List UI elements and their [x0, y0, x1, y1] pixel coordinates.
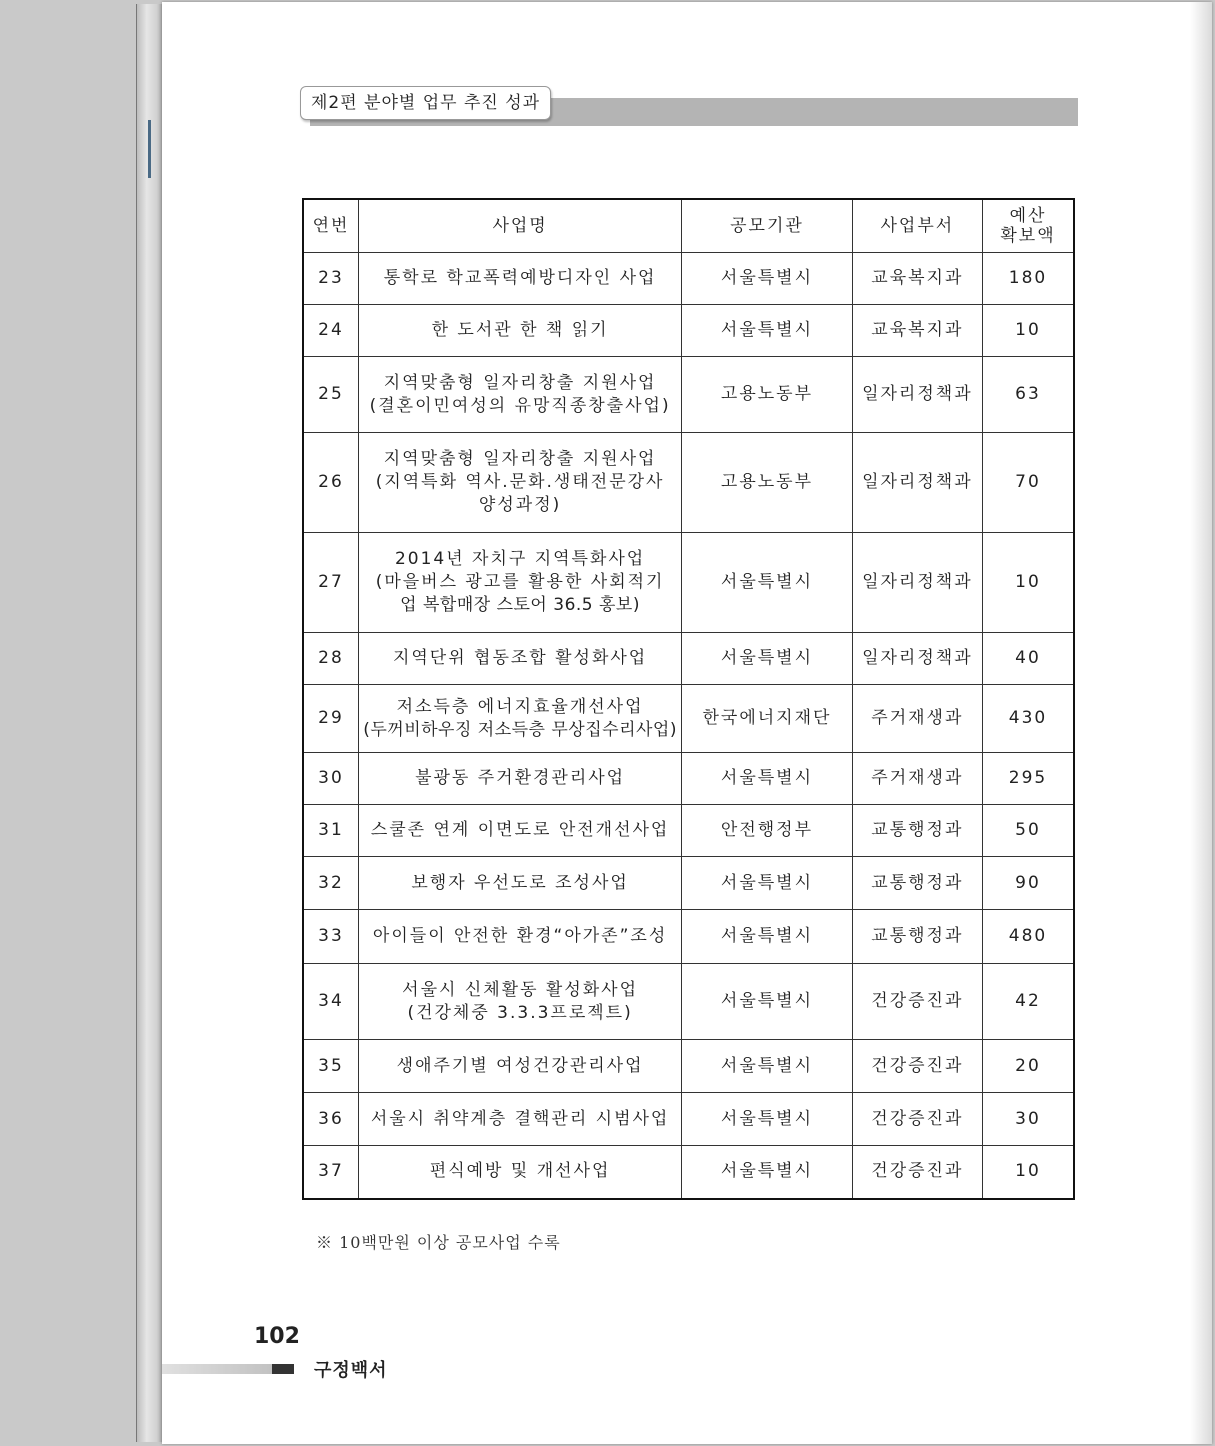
header-org: 공모기관 — [682, 199, 853, 253]
header-dept: 사업부서 — [852, 199, 982, 253]
cell-org: 서울특별시 — [682, 910, 853, 964]
spine-mark — [148, 120, 151, 178]
cell-amount: 180 — [983, 253, 1075, 305]
cell-name-line: 편식예방 및 개선사업 — [429, 1161, 611, 1182]
header-name: 사업명 — [358, 199, 681, 253]
cell-no: 35 — [303, 1040, 358, 1093]
book-spine — [136, 4, 165, 1442]
header-budget — [983, 199, 1075, 253]
cell-name — [358, 857, 681, 910]
cell-amount: 90 — [983, 857, 1075, 910]
cell-no: 36 — [303, 1093, 358, 1146]
cell-dept: 일자리정책과 — [852, 533, 982, 633]
cell-org: 서울특별시 — [682, 857, 853, 910]
cell-dept: 교통행정과 — [852, 910, 982, 964]
cell-dept: 교육복지과 — [852, 305, 982, 357]
cell-dept: 건강증진과 — [852, 964, 982, 1040]
cell-name — [358, 1040, 681, 1093]
cell-dept: 건강증진과 — [852, 1040, 982, 1093]
cell-name — [358, 753, 681, 805]
cell-org: 고용노동부 — [682, 357, 853, 433]
cell-name — [358, 1146, 681, 1199]
table-row — [303, 753, 1074, 805]
cell-dept: 건강증진과 — [852, 1093, 982, 1146]
cell-name — [358, 305, 681, 357]
cell-no: 29 — [303, 685, 358, 753]
cell-amount: 430 — [983, 685, 1075, 753]
cell-name-line: 서울시 취약계층 결핵관리 시범사업 — [370, 1108, 670, 1129]
cell-name-line: 보행자 우선도로 조성사업 — [411, 872, 629, 893]
cell-name — [358, 805, 681, 857]
cell-no: 24 — [303, 305, 358, 357]
table-row — [303, 685, 1074, 753]
cell-name — [358, 685, 681, 753]
table-body — [303, 253, 1074, 1199]
cell-amount: 10 — [983, 1146, 1075, 1199]
cell-org: 서울특별시 — [682, 1146, 853, 1199]
section-title: 제2편 분야별 업무 추진 성과 — [300, 86, 551, 120]
cell-amount: 42 — [983, 964, 1075, 1040]
table-row — [303, 253, 1074, 305]
cell-dept: 교육복지과 — [852, 253, 982, 305]
cell-amount: 10 — [983, 305, 1075, 357]
cell-name-line: 업 복합매장 스토어 36.5 홍보) — [400, 595, 640, 615]
cell-amount: 63 — [983, 357, 1075, 433]
cell-amount: 70 — [983, 433, 1075, 533]
cell-org: 서울특별시 — [682, 253, 853, 305]
cell-amount: 40 — [983, 633, 1075, 685]
header-no: 연번 — [303, 199, 358, 253]
cell-name-line: (두꺼비하우징 저소득층 무상집수리사업) — [363, 719, 677, 740]
cell-name — [358, 1093, 681, 1146]
cell-name-line: (마을버스 광고를 활용한 사회적기 — [375, 572, 665, 592]
cell-name — [358, 253, 681, 305]
cell-name-line: 지역맞춤형 일자리창출 지원사업 — [383, 372, 657, 393]
cell-name-line: 2014년 자치구 지역특화사업 — [394, 549, 646, 569]
cell-no: 27 — [303, 533, 358, 633]
footnote: ※ 10백만원 이상 공모사업 수록 — [316, 1233, 561, 1252]
cell-amount: 30 — [983, 1093, 1075, 1146]
cell-name — [358, 357, 681, 433]
cell-no: 23 — [303, 253, 358, 305]
cell-name — [358, 964, 681, 1040]
cell-name-line: 저소득층 에너지효율개선사업 — [396, 696, 644, 717]
cell-amount: 480 — [983, 910, 1075, 964]
cell-no: 32 — [303, 857, 358, 910]
cell-name-line: 불광동 주거환경관리사업 — [415, 768, 626, 788]
cell-name-line: 양성과정) — [478, 495, 562, 515]
table-row — [303, 305, 1074, 357]
table-row — [303, 964, 1074, 1040]
cell-org: 서울특별시 — [682, 305, 853, 357]
cell-name-line: 통학로 학교폭력예방디자인 사업 — [383, 268, 657, 288]
cell-dept: 주거재생과 — [852, 685, 982, 753]
document-page — [162, 2, 1212, 1444]
book-title: 구정백서 — [314, 1360, 388, 1381]
cell-org: 서울특별시 — [682, 1040, 853, 1093]
cell-name-line: 스쿨존 연계 이면도로 안전개선사업 — [370, 820, 670, 840]
cell-dept: 건강증진과 — [852, 1146, 982, 1199]
cell-no: 30 — [303, 753, 358, 805]
footer-rule-block — [272, 1364, 294, 1374]
cell-name-line: 지역맞춤형 일자리창출 지원사업 — [383, 449, 657, 469]
cell-name — [358, 533, 681, 633]
cell-name-line: 서울시 신체활동 활성화사업 — [402, 979, 639, 1000]
table-row — [303, 1146, 1074, 1199]
cell-dept: 주거재생과 — [852, 753, 982, 805]
cell-org: 서울특별시 — [682, 1093, 853, 1146]
cell-name-line: (건강체중 3.3.3프로젝트) — [407, 1002, 633, 1023]
cell-dept: 일자리정책과 — [852, 633, 982, 685]
cell-name-line: 아이들이 안전한 환경“아가존”조성 — [372, 926, 668, 946]
cell-no: 34 — [303, 964, 358, 1040]
table-row — [303, 910, 1074, 964]
cell-amount: 20 — [983, 1040, 1075, 1093]
table-row — [303, 857, 1074, 910]
cell-no: 25 — [303, 357, 358, 433]
cell-org: 서울특별시 — [682, 533, 853, 633]
cell-org: 서울특별시 — [682, 753, 853, 805]
cell-no: 33 — [303, 910, 358, 964]
header-budget-line1: 예산 — [1009, 206, 1047, 226]
table-row — [303, 633, 1074, 685]
table-header-row — [303, 199, 1074, 253]
cell-amount: 295 — [983, 753, 1075, 805]
cell-org: 고용노동부 — [682, 433, 853, 533]
cell-no: 28 — [303, 633, 358, 685]
budget-table — [302, 198, 1075, 1200]
cell-org: 한국에너지재단 — [682, 685, 853, 753]
table-row — [303, 805, 1074, 857]
table-row — [303, 533, 1074, 633]
cell-amount: 50 — [983, 805, 1075, 857]
footer-rule — [162, 1364, 290, 1374]
cell-no: 26 — [303, 433, 358, 533]
cell-name-line: 생애주기별 여성건강관리사업 — [396, 1055, 644, 1076]
cell-no: 31 — [303, 805, 358, 857]
cell-amount: 10 — [983, 533, 1075, 633]
cell-org: 안전행정부 — [682, 805, 853, 857]
cell-dept: 교통행정과 — [852, 857, 982, 910]
cell-dept: 교통행정과 — [852, 805, 982, 857]
page-number: 102 — [254, 1324, 300, 1349]
table-row — [303, 1040, 1074, 1093]
cell-name-line: (결혼이민여성의 유망직종창출사업) — [369, 395, 671, 416]
header-budget-line2: 확보액 — [1000, 226, 1056, 246]
table-row — [303, 433, 1074, 533]
table-row — [303, 1093, 1074, 1146]
cell-name — [358, 433, 681, 533]
cell-org: 서울특별시 — [682, 964, 853, 1040]
cell-name — [358, 910, 681, 964]
cell-name — [358, 633, 681, 685]
cell-dept: 일자리정책과 — [852, 357, 982, 433]
cell-org: 서울특별시 — [682, 633, 853, 685]
cell-no: 37 — [303, 1146, 358, 1199]
table-row — [303, 357, 1074, 433]
cell-dept: 일자리정책과 — [852, 433, 982, 533]
cell-name-line: (지역특화 역사.문화.생태전문강사 — [375, 472, 665, 492]
page-edge-shadow — [1190, 2, 1212, 1444]
cell-name-line: 지역단위 협동조합 활성화사업 — [392, 648, 648, 668]
cell-name-line: 한 도서관 한 책 읽기 — [431, 320, 609, 340]
